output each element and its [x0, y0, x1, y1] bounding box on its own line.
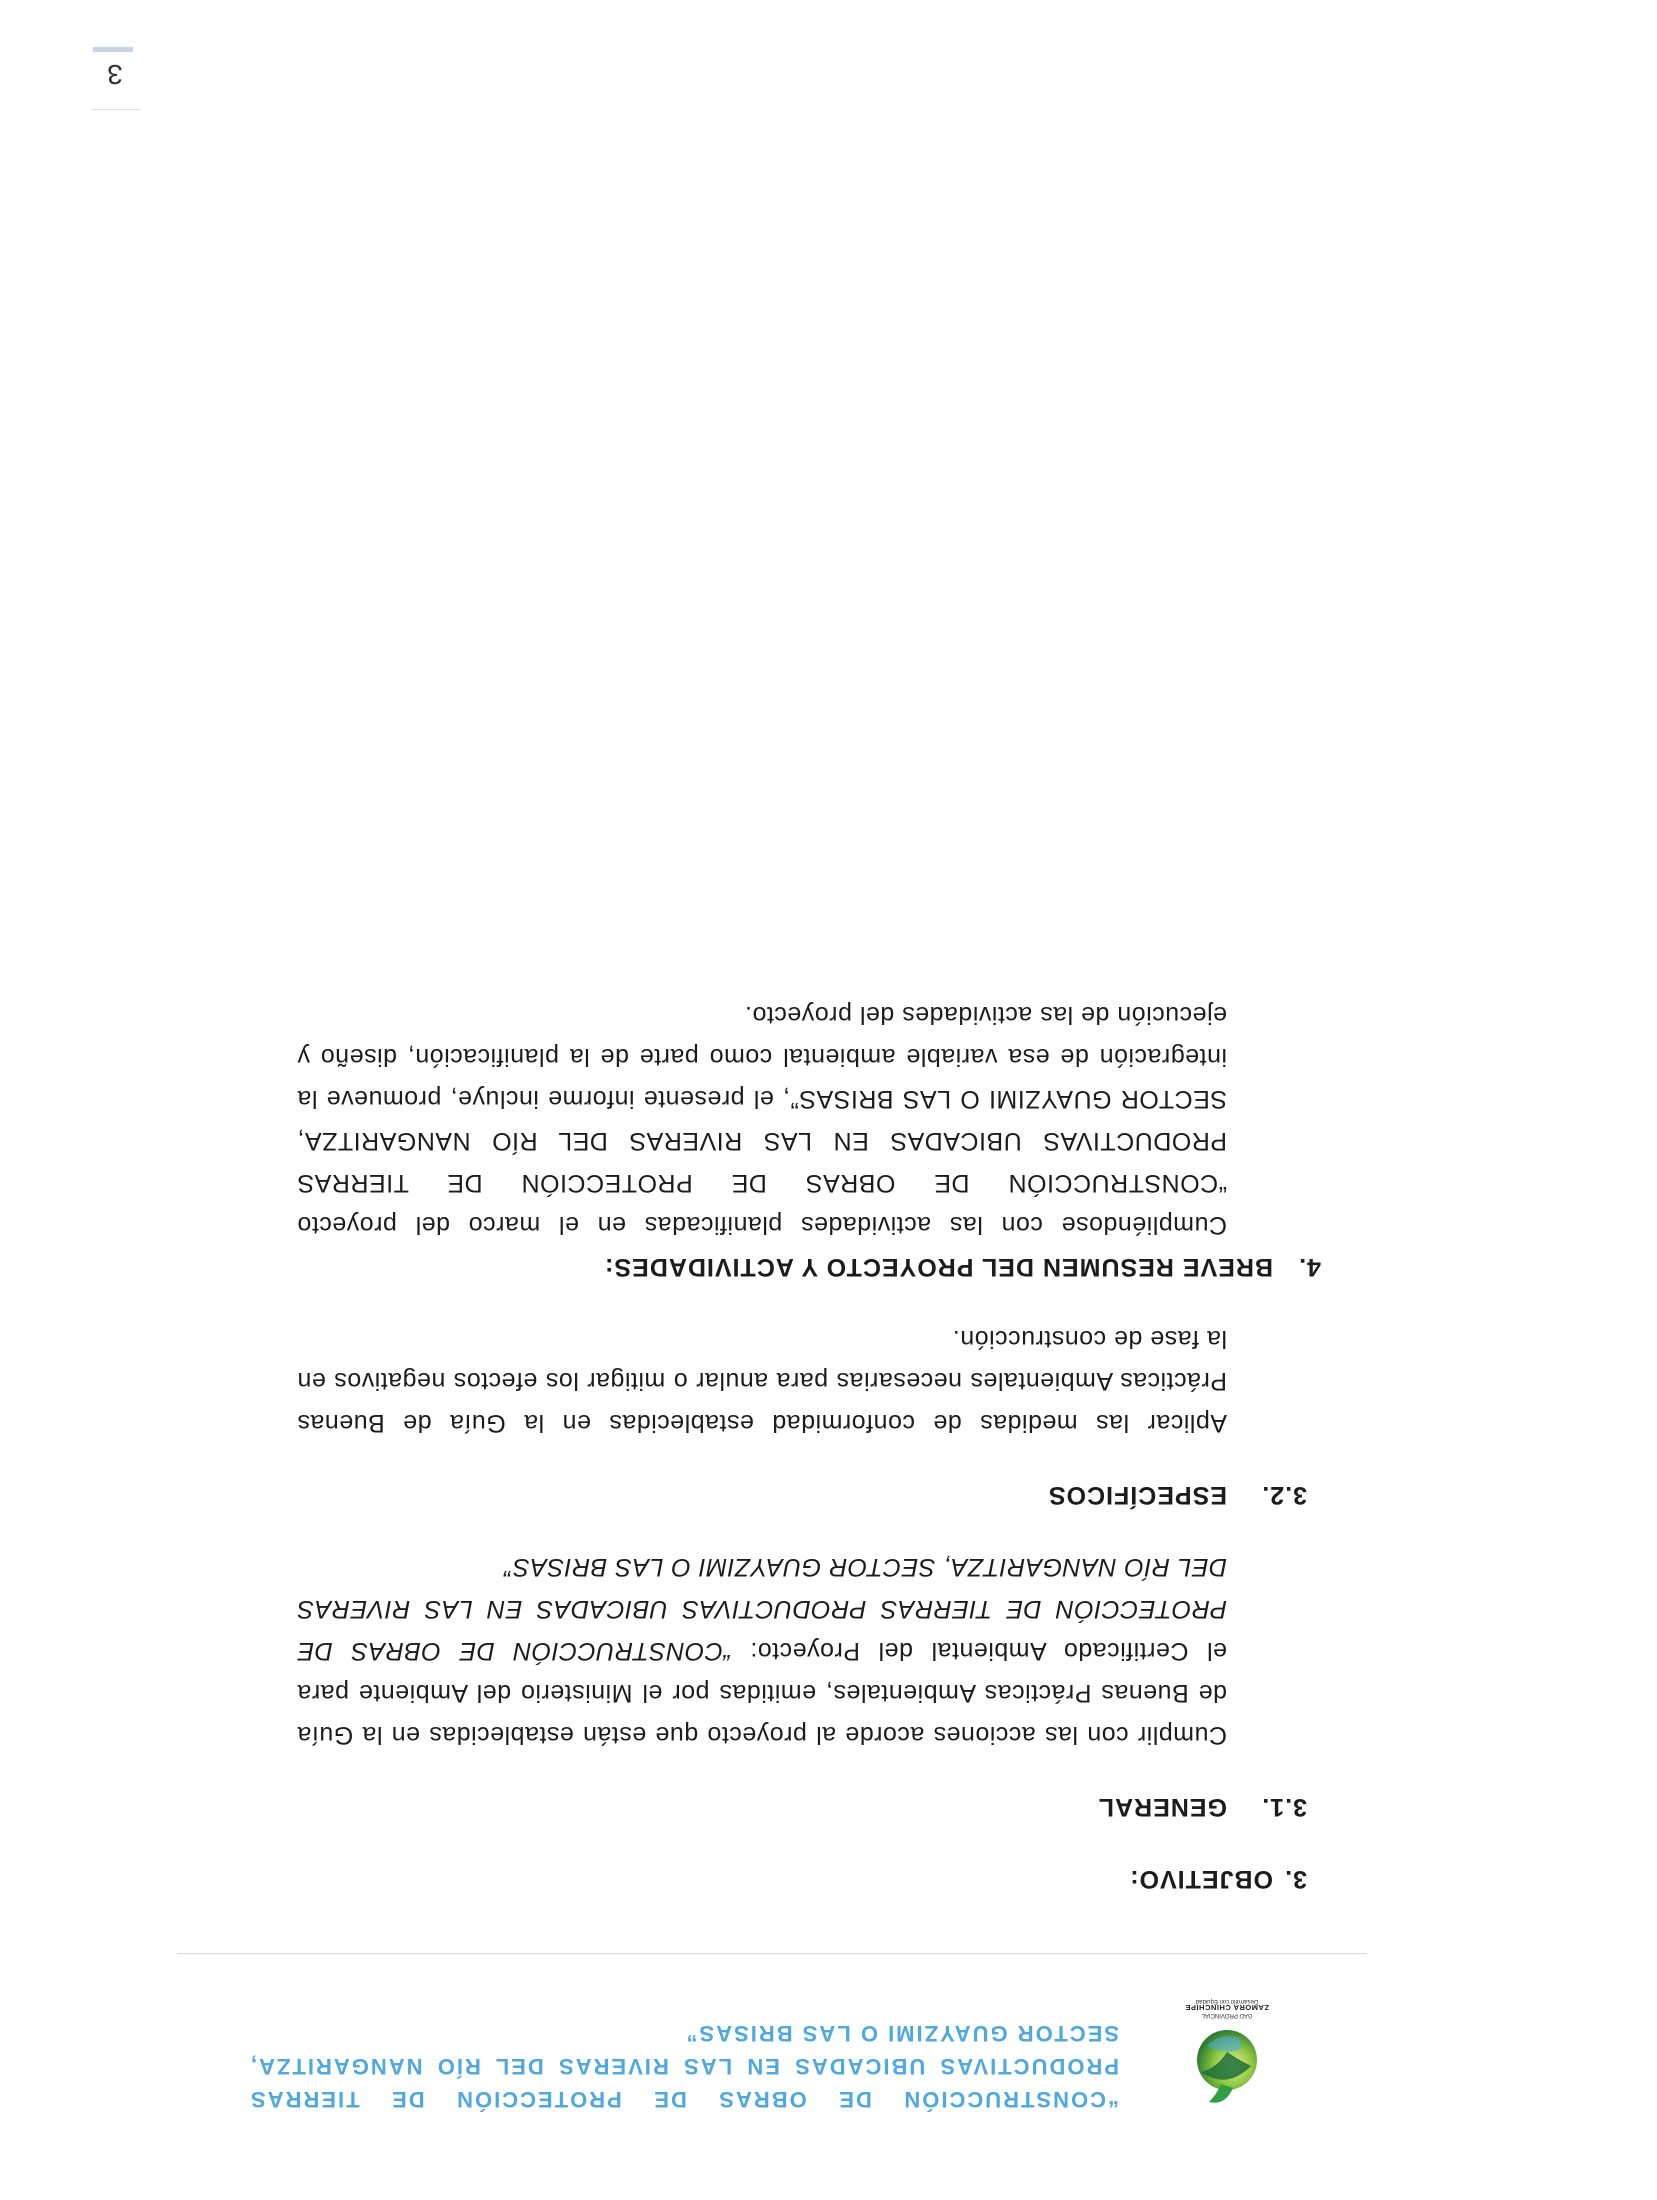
resumen-paragraph: Cumpliéndose con las actividades planificadas en el marco del proyecto “CONSTRUCCIÓN DE OBRAS DE PROTECCIÓN DE TIERRAS PRODUCTIVAS UBICADAS EN LAS RIVERAS DEL RÍO NANGARITZA, SECTOR GUAYZIMI O LAS BRISAS”, el presente informe incluye, promueve la integración de esa variable ambiental como parte de la planificación, diseño y ejecución de las actividades del proyecto. [297, 1001, 1227, 1239]
subsection-general-heading [297, 1786, 1307, 1828]
subsection-especificos-heading [297, 1474, 1307, 1516]
subsection-number: 3.1. [1261, 1793, 1307, 1821]
especificos-paragraph: Aplicar las medidas de conformidad establecidas en la Guía de Buenas Prácticas Ambientales necesarias para anular o mitigar los efectos negativos en la fase de construcción. [297, 1325, 1227, 1437]
page-body [297, 994, 1321, 1900]
page-number-divider [92, 109, 140, 110]
header-title-line-1: “CONSTRUCCIÓN DE OBRAS DE PROTECCIÓN DE TIERRAS [249, 2087, 1119, 2112]
logo-caption-line: GAD PROVINCIAL [1201, 2012, 1253, 2018]
logo-caption-slogan: Desarrollo con Equidad [1195, 1998, 1259, 2004]
section-objetivo-heading [297, 1858, 1307, 1900]
logo-caption [1167, 1997, 1287, 2018]
subsection-title: GENERAL [1097, 1793, 1227, 1821]
header-title-line-2: PRODUCTIVAS UBICADAS EN LAS RIVERAS DEL RÍO NANGARITZA, [249, 2054, 1119, 2079]
page-number-tab [93, 47, 133, 52]
section-title: OBJETIVO: [1129, 1865, 1273, 1893]
page-number: 3 [107, 59, 123, 90]
logo-globe-icon [1193, 2022, 1261, 2112]
section-resumen-heading [297, 1246, 1321, 1288]
gad-provincial-logo [1167, 1998, 1287, 2112]
project-name-italic: “CONSTRUCCIÓN DE OBRAS DE PROTECCIÓN DE TIERRAS PRODUCTIVAS UBICADAS EN LAS RIVERAS DEL RÍO NANGARITZA, SECTOR GUAYZIMI O LAS BRISAS” [297, 1553, 1227, 1665]
header-divider [177, 1953, 1367, 1954]
section-number: 4. [1298, 1253, 1321, 1281]
general-paragraph [297, 1546, 1227, 1756]
general-text: Cumplir con las acciones acorde al proyecto que están establecidas en la Guía de Buenas Prácticas Ambientales, emitidas por el Ministerio del Ambiente para el Certificado Ambiental del Proyecto: [297, 1637, 1227, 1749]
subsection-title: ESPECÍFICOS [1047, 1481, 1227, 1509]
section-title: BREVE RESUMEN DEL PROYECTO Y ACTIVIDADES: [604, 1253, 1273, 1281]
logo-caption-name: ZAMORA CHINCHIPE [1185, 2003, 1269, 2012]
subsection-number: 3.2. [1261, 1481, 1307, 1509]
page-header [0, 2000, 1657, 2200]
header-title [249, 2017, 1119, 2116]
section-number: 3. [1284, 1865, 1307, 1893]
header-title-line-3: SECTOR GUAYZIMI O LAS BRISAS” [684, 2021, 1119, 2046]
